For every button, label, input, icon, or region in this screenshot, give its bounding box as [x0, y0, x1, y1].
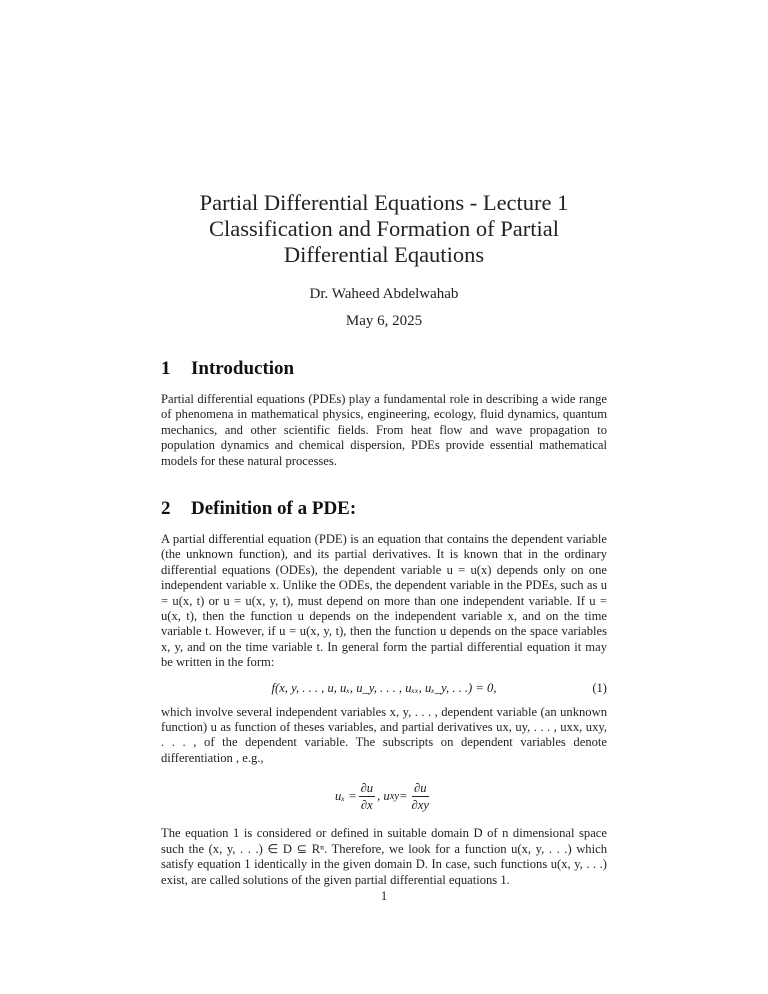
document-title — [160, 190, 608, 268]
equation-2 — [161, 766, 607, 826]
equation-number: (1) — [592, 680, 607, 695]
equation-separator: , u — [377, 788, 390, 803]
title-line-1: Partial Differential Equations - Lecture 1 — [199, 190, 569, 215]
equals: = — [399, 788, 408, 803]
denominator: ∂x — [360, 797, 373, 812]
paragraph: which involve several independent variables x, y, . . . , dependent variable (an unknown function) u as function of theses variables, and partial derivatives ux, uy, . . . , uxx, uxy, . . . , of the dependent variable. The subscripts on dependent variables denote differentiation , e.g., — [161, 704, 607, 765]
denominator: ∂xy — [411, 797, 429, 812]
paragraph: A partial differential equation (PDE) is an equation that contains the dependent variable (the unknown function), and its partial derivatives. It is known that in the ordinary differential equations (ODEs), the dependent variable u = u(x) depends only on one independent variable x. Unlike the ODEs, the dependent variable in the PDEs, such as u = u(x, t) or u = u(x, y, t), must depend on more than one independent variable. If u = u(x, t), then the function u depends on the independent variable x, and on the time variable t. However, if u = u(x, y, t), then the function u depends on the space variables x, y, and on the time variable t. In general form the partial differential equation it may be written in the form: — [161, 532, 607, 670]
section-number: 2 — [161, 498, 171, 519]
section-definition — [161, 498, 607, 888]
paragraph: The equation 1 is considered or defined in suitable domain D of n dimensional space such the (x, y, . . .) ∈ D ⊆ Rⁿ. Therefore, we look for a function u(x, y, . . .) which satisfy equation 1 identically in the given domain D. In case, such functions u(x, y, . . .) exist, are called solutions of the given partial differential equations 1. — [161, 826, 607, 887]
section-title: Introduction — [191, 358, 295, 379]
equation-lhs: uₓ = — [335, 788, 357, 803]
section-number: 1 — [161, 358, 171, 379]
equation-body: f(x, y, . . . , u, uₓ, u_y, . . . , uₓₓ, uₓ_y, . . .) = 0, — [271, 680, 497, 695]
subscript: xy — [389, 790, 400, 802]
author: Dr. Waheed Abdelwahab — [309, 286, 459, 302]
equation-1 — [161, 671, 607, 705]
section-heading — [161, 498, 607, 520]
fraction-1 — [359, 780, 376, 813]
fraction-2 — [410, 780, 431, 813]
paragraph: Partial differential equations (PDEs) play a fundamental role in describing a wide range of phenomena in mathematical physics, engineering, ecology, fluid dynamics, quantum mechanics, and other scientific fields. From heat flow and wave propagation to population dynamics and chemical dispersion, PDEs provide essential mathematical models for these natural processes. — [161, 392, 607, 468]
numerator: ∂u — [360, 780, 374, 795]
numerator: ∂u — [413, 780, 427, 795]
section-heading — [161, 358, 607, 380]
page-number: 1 — [380, 889, 388, 903]
title-block — [160, 190, 608, 330]
title-line-3: Differential Eqautions — [283, 242, 485, 267]
date: May 6, 2025 — [345, 313, 423, 329]
section-introduction — [161, 358, 607, 469]
section-title: Definition of a PDE: — [191, 498, 357, 519]
title-line-2: Classification and Formation of Partial — [209, 216, 559, 241]
